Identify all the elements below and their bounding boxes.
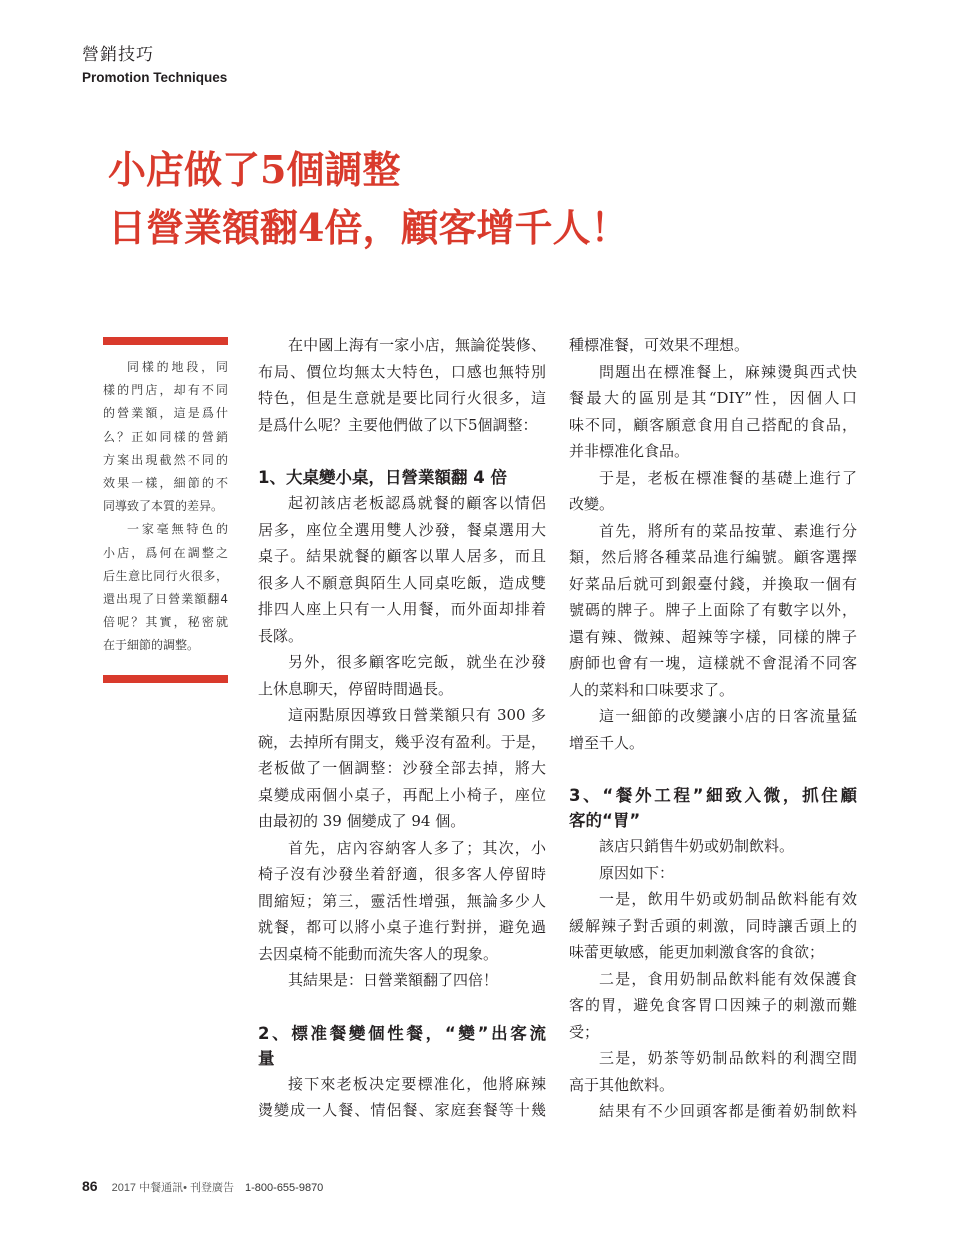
body-line: 受； [569, 1022, 600, 1041]
body-line: 號碼的牌子。牌子上面除了有數字以外， [569, 601, 857, 619]
body-paragraph [569, 332, 857, 359]
sidebar-pull-quote [103, 337, 228, 683]
body-line: 排四人座上只有一人用餐，而外面却排着 [258, 600, 546, 618]
body-line: 椅子沒有沙發坐着舒適，很多客人停留時 [258, 865, 546, 883]
body-line: 高于其他飲料。 [569, 1075, 675, 1094]
body-line: 這兩點原因導致日營業額只有 300 多 [288, 706, 546, 724]
heading-line: 2、標准餐變個性餐，“變”出客流 [258, 1023, 546, 1043]
body-line: 接下來老板决定要標准化，他將麻辣 [288, 1074, 546, 1093]
heading-line: 量 [258, 1048, 275, 1068]
body-line: 很多人不願意與陌生人同桌吃飯，造成雙 [258, 573, 546, 592]
section-heading [258, 465, 546, 490]
body-paragraph [569, 886, 857, 966]
sidebar-line: 一家毫無特色的 [127, 522, 228, 537]
body-line: 首先，店內容納客人多了；其次，小 [288, 838, 546, 857]
body-line: 燙變成一人餐、情侶餐、家庭套餐等十幾 [258, 1101, 546, 1119]
body-line: 在中國上海有一家小店，無論從裝修、 [288, 336, 546, 354]
sidebar-line: 效果一樣，細節的不 [103, 476, 228, 491]
body-paragraph [569, 1045, 857, 1098]
body-line: 增至千人。 [569, 733, 645, 752]
body-line: 由最初的 39 個變成了 94 個。 [258, 812, 466, 830]
body-line: 緩解辣子對舌頭的刺激，同時讓舌頭上的 [569, 916, 857, 935]
body-line: 類，然后將各種菜品進行編號。顧客選擇 [569, 548, 857, 566]
body-line: 改變。 [569, 495, 615, 513]
body-line: 起初該店老板認爲就餐的顧客以情侶 [288, 494, 546, 512]
heading-line: 3、“餐外工程”細致入微，抓住顧 [569, 786, 857, 805]
sidebar-paragraph [103, 518, 228, 657]
body-line: 問題出在標准餐上，麻辣燙與西式快 [599, 362, 857, 381]
body-paragraph [569, 703, 857, 756]
heading-line: 1、大桌變小桌，日營業額翻 4 倍 [258, 468, 507, 487]
sidebar-line: 么？正如同樣的營銷 [103, 429, 228, 444]
body-paragraph [569, 359, 857, 465]
body-paragraph [258, 649, 546, 702]
body-line: 布局、價位均無太大特色，口感也無特別 [258, 362, 546, 381]
heading-line: 客的“胃” [569, 811, 641, 830]
body-line: 上休息聊天，停留時間過長。 [258, 679, 454, 698]
sidebar-text [103, 356, 228, 658]
body-line: 去因桌椅不能動而流失客人的現象。 [258, 944, 499, 963]
body-line: 另外，很多顧客吃完飯，就坐在沙發 [288, 653, 546, 671]
sidebar-line: 小店，爲何在調整之 [103, 545, 228, 560]
sidebar-line: 樣的門店，却有不同 [103, 383, 228, 398]
column-2 [569, 332, 857, 1125]
article-title-line-1: 小店做了5個調整 [108, 147, 401, 192]
section-title-zh: 營銷技巧 [82, 45, 154, 65]
body-paragraph [569, 833, 857, 860]
body-line: 于是，老板在標准餐的基礎上進行了 [599, 468, 857, 487]
body-line: 一是，飲用牛奶或奶制品飲料能有效 [599, 890, 857, 908]
section-heading [569, 783, 857, 833]
body-line: 是爲什么呢？主要他們做了以下5個調整： [258, 415, 538, 434]
publication-name: 2017 中餐通訊• 刊登廣告 [111, 1182, 235, 1194]
body-line: 碗，去掉所有開支，幾乎沒有盈利。于是， [258, 732, 546, 751]
section-title-en: Promotion Techniques [82, 70, 228, 85]
sidebar-bottom-rule [103, 675, 228, 683]
body-line: 間縮短；第三，靈活性增强，無論多少人 [258, 891, 546, 910]
body-line: 餐最大的區別是其“DIY”性，因個人口 [569, 389, 857, 407]
sidebar-line: 方案出現截然不同的 [103, 452, 228, 467]
body-paragraph [258, 1071, 546, 1124]
running-head [82, 44, 227, 87]
body-paragraph [569, 860, 857, 887]
body-line: 該店只銷售牛奶或奶制飲料。 [599, 837, 795, 855]
body-paragraph [569, 465, 857, 518]
sidebar-top-rule [103, 337, 228, 345]
body-line: 種標准餐，可效果不理想。 [569, 336, 750, 354]
body-paragraph [569, 1098, 857, 1125]
body-line: 就餐，都可以將小桌子進行對拼，避免過 [258, 918, 546, 936]
body-line: 結果有不少回頭客都是衝着奶制飲料 [599, 1102, 857, 1120]
body-paragraph [569, 966, 857, 1046]
body-line: 桌子。結果就餐的顧客以單人居多，而且 [258, 547, 546, 565]
sidebar-line: 的營業額，這是爲什 [103, 406, 228, 421]
sidebar-line: 倍呢？其實，秘密就 [103, 615, 228, 630]
body-paragraph [258, 332, 546, 438]
body-line: 好菜品后就可到銀臺付錢，并換取一個有 [569, 574, 857, 593]
body-paragraph [258, 967, 546, 994]
body-line: 其結果是：日營業額翻了四倍！ [288, 971, 499, 989]
body-paragraph [258, 490, 546, 649]
column-1 [258, 332, 546, 1124]
body-line: 人的菜料和口味要求了。 [569, 680, 735, 699]
body-line: 原因如下： [599, 863, 675, 882]
sidebar-line: 同樣的地段，同 [127, 360, 228, 374]
body-line: 居多，座位全選用雙人沙發，餐桌選用大 [258, 520, 546, 539]
article-title-line-2: 日營業額翻4倍，顧客增千人！ [108, 205, 629, 250]
body-line: 這一細節的改變讓小店的日客流量猛 [599, 707, 857, 725]
body-paragraph [258, 835, 546, 968]
body-line: 長隊。 [258, 626, 304, 645]
body-line: 味蕾更敏感，能更加刺激食客的食欲； [569, 943, 825, 961]
body-line: 老板做了一個調整：沙發全部去掉，將大 [258, 759, 546, 777]
page-number: 86 [82, 1178, 98, 1194]
advertising-phone: 1-800-655-9870 [245, 1182, 324, 1194]
body-line: 首先，將所有的菜品按葷、素進行分 [599, 521, 857, 540]
article-title [108, 141, 628, 257]
page-footer [82, 1177, 323, 1197]
body-line: 三是，奶茶等奶制品飲料的利潤空間 [599, 1049, 857, 1067]
body-line: 還有辣、微辣、超辣等字樣，同樣的牌子 [569, 627, 857, 646]
body-line: 并非標准化食品。 [569, 442, 690, 460]
section-heading [258, 1021, 546, 1071]
sidebar-line: 同導致了本質的差异。 [103, 499, 224, 514]
sidebar-paragraph [103, 356, 228, 518]
body-line: 特色，但是生意就是要比同行火很多，這 [258, 389, 546, 407]
sidebar-line: 在于細節的調整。 [103, 638, 200, 653]
body-line: 客的胃，避免食客胃口因辣子的刺激而難 [569, 996, 857, 1014]
sidebar-line: 還出現了日營業額翻4 [103, 592, 228, 607]
body-line: 廚師也會有一塊，這樣就不會混淆不同客 [569, 654, 857, 672]
body-paragraph [569, 518, 857, 704]
sidebar-line: 后生意比同行火很多， [103, 568, 228, 583]
body-paragraph [258, 702, 546, 835]
body-line: 味不同，顧客願意食用自己搭配的食品， [569, 415, 857, 434]
body-line: 二是，食用奶制品飲料能有效保護食 [599, 969, 857, 988]
body-line: 桌變成兩個小桌子，再配上小椅子，座位 [258, 785, 546, 804]
